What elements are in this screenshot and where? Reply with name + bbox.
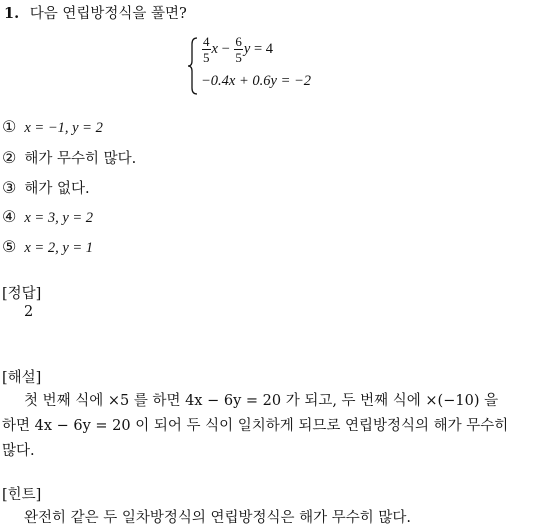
choice-3[interactable]: ③ 해가 없다. bbox=[2, 178, 90, 197]
equation-1: $\frac{4}{5}$ x − $\frac{6}{5}$ y = 4 bbox=[203, 34, 273, 65]
explanation-line-2: 하면 4x − 6y = 20 이 되어 두 식이 일치하게 되므로 연립방정식의 해가 무수히 bbox=[2, 418, 509, 434]
hint-text: 완전히 같은 두 일차방정식의 연립방정식은 해가 무수히 많다. bbox=[24, 510, 412, 526]
answer-label: [정답] bbox=[2, 286, 42, 302]
question-text: 다음 연립방정식을 풀면? bbox=[29, 6, 187, 22]
answer-value: 2 bbox=[24, 304, 34, 320]
explanation-line-3: 많다. bbox=[2, 443, 35, 459]
choice-5[interactable]: ⑤ x = 2, y = 1 bbox=[2, 237, 94, 256]
question-number: 1. bbox=[4, 5, 20, 22]
fraction-6-5: $\frac{6}{5}$ bbox=[235, 34, 242, 65]
choice-4[interactable]: ④ x = 3, y = 2 bbox=[2, 207, 94, 226]
choice-1[interactable]: ① x = −1, y = 2 bbox=[2, 117, 103, 136]
explanation-label: [해설] bbox=[2, 370, 42, 386]
hint-label: [힌트] bbox=[2, 487, 42, 503]
equation-2: −0.4x + 0.6y = −2 bbox=[201, 73, 312, 89]
fraction-4-5: $\frac{4}{5}$ bbox=[203, 34, 210, 65]
question-header bbox=[4, 2, 187, 23]
explanation-line-1: 첫 번째 식에 ×5 를 하면 4x − 6y = 20 가 되고, 두 번째 식에 ×(−10) 을 bbox=[24, 393, 499, 409]
left-brace bbox=[188, 37, 198, 95]
choice-2[interactable]: ② 해가 무수히 많다. bbox=[2, 148, 137, 167]
